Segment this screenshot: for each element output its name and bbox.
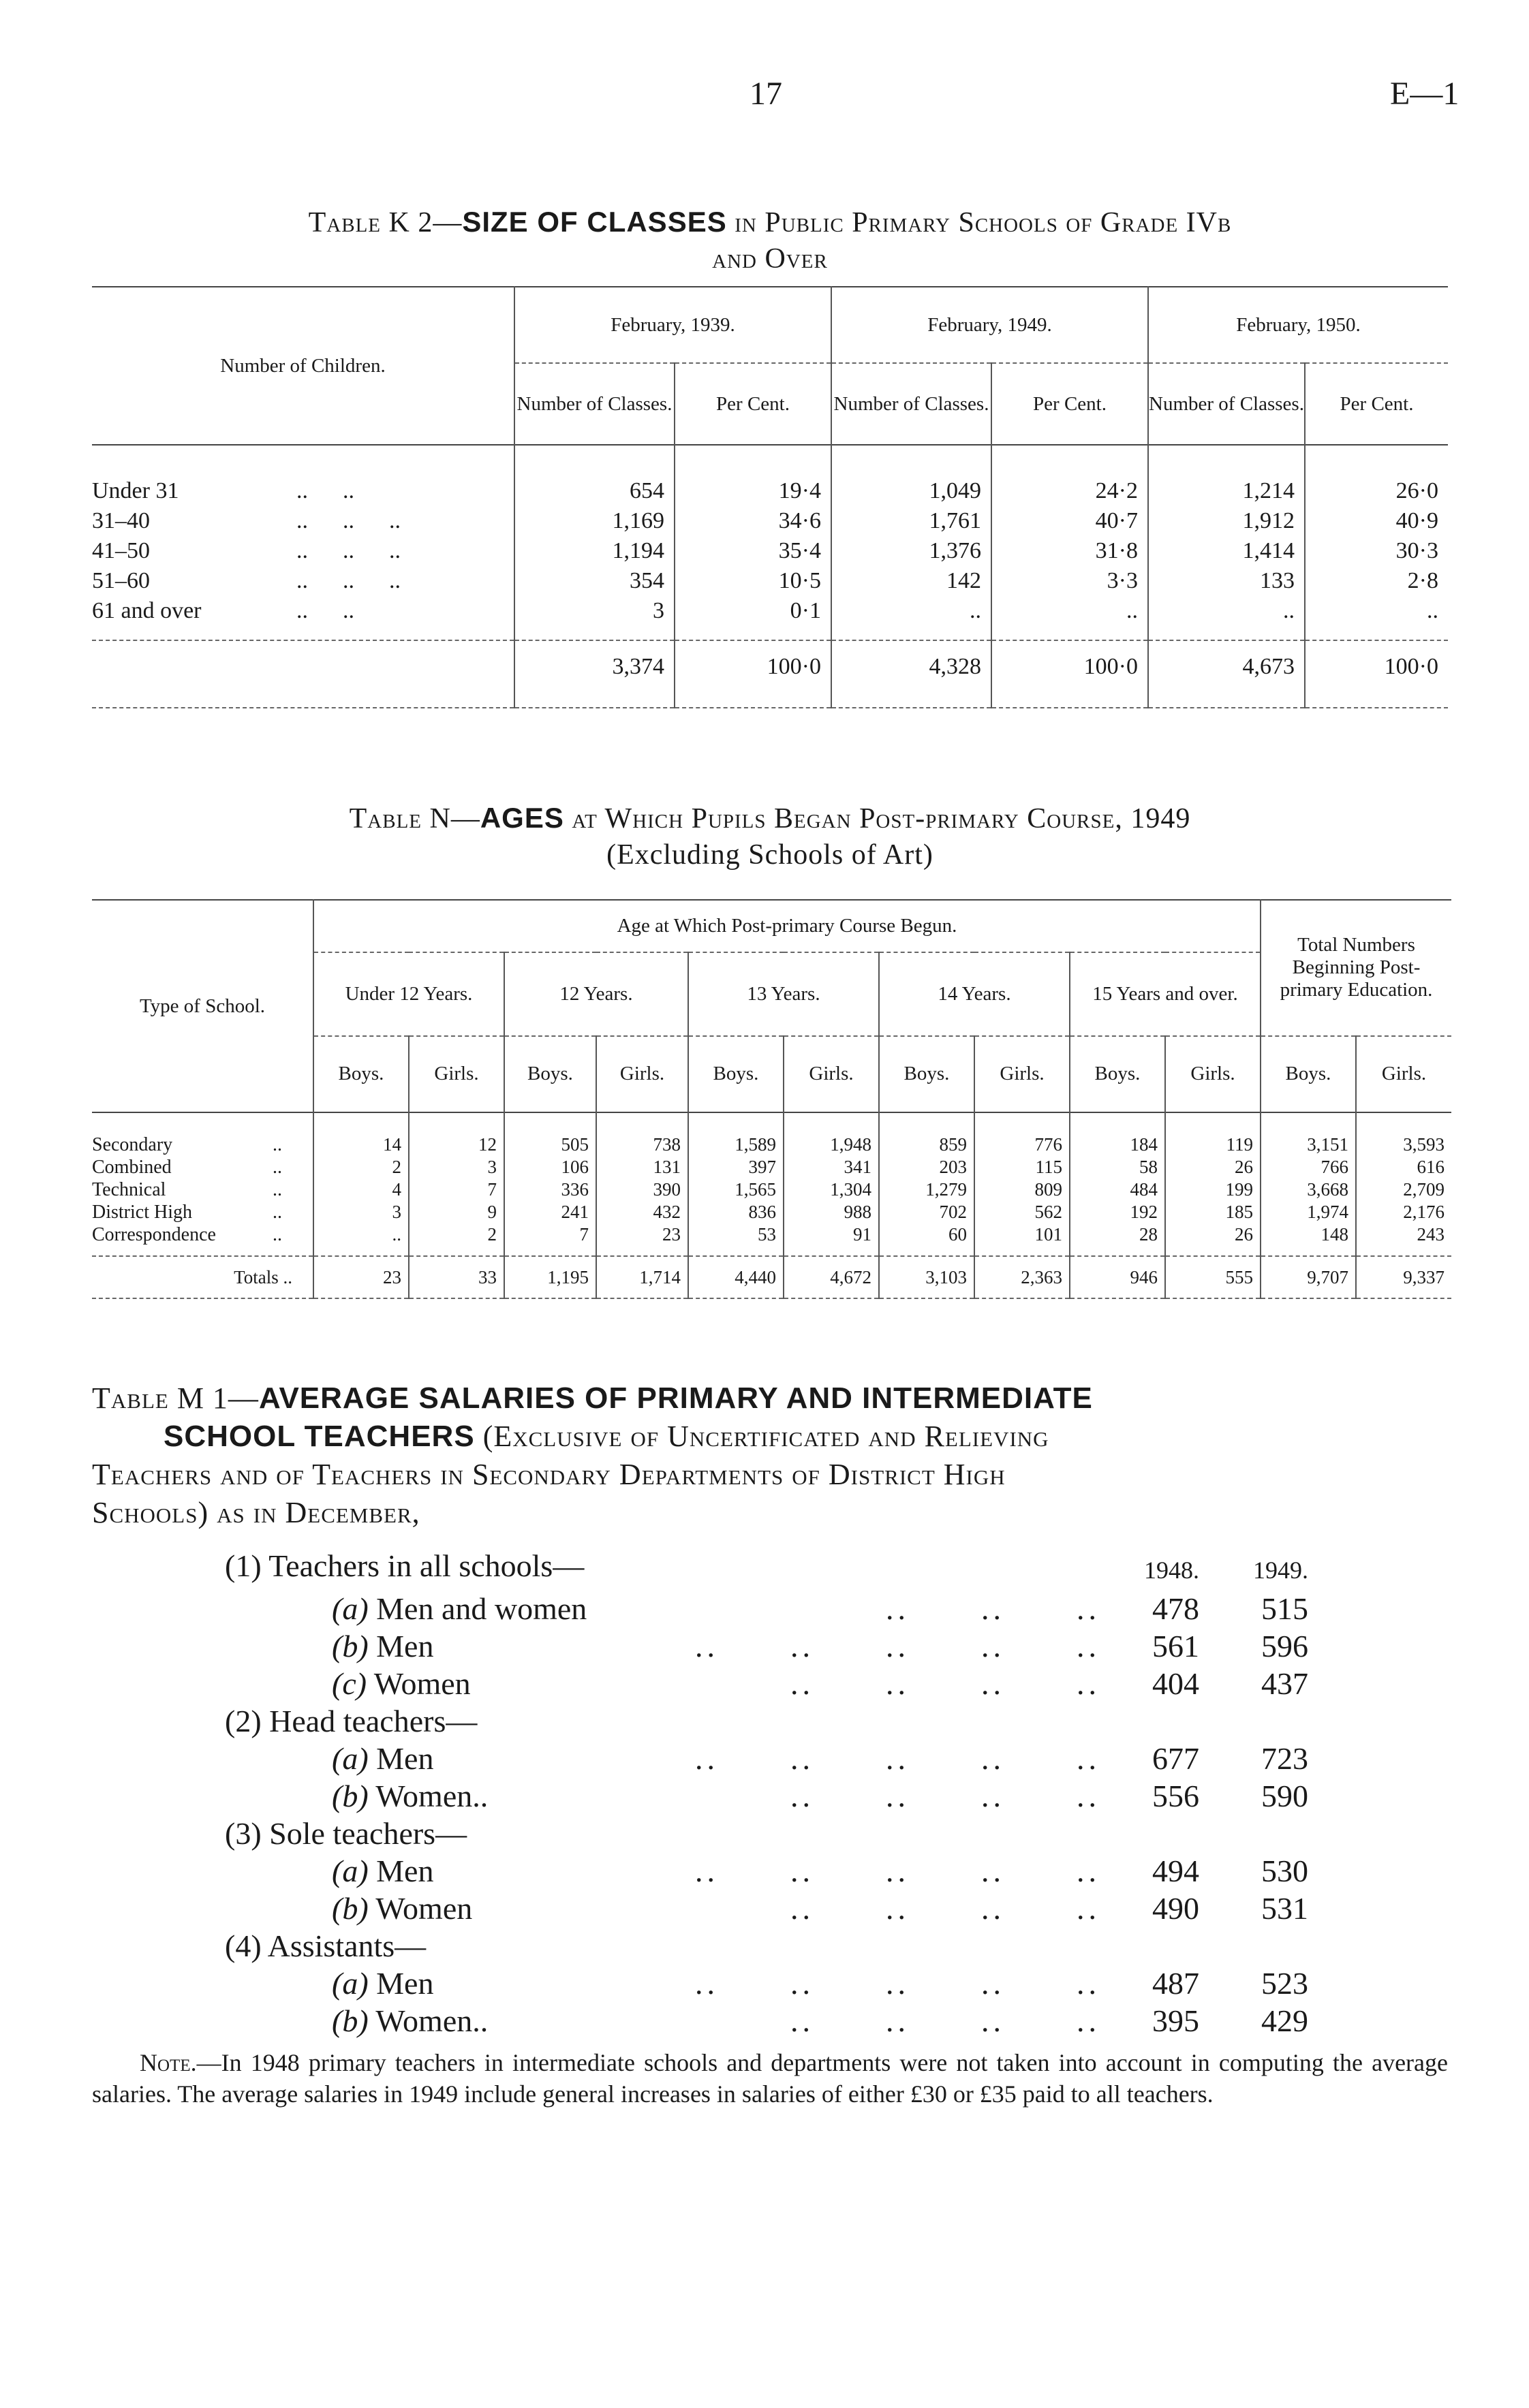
n-cell: 390 — [596, 1178, 688, 1201]
table-m1-title-bold1: AVERAGE SALARIES OF PRIMARY AND INTERMEDIATE — [258, 1381, 1093, 1415]
salary-item-text: Men — [368, 1854, 434, 1888]
n-row-label — [92, 1178, 313, 1201]
n-cell: 2,176 — [1356, 1201, 1451, 1223]
table-n-title-line2: (Excluding Schools of Art) — [606, 839, 933, 871]
salary-1948: 478 — [1152, 1591, 1199, 1626]
k2-cell: .. — [831, 596, 991, 626]
k2-total: 100·0 — [1305, 640, 1448, 692]
n-girls-header: Girls. — [1356, 1036, 1451, 1112]
n-cell: 1,565 — [688, 1178, 784, 1201]
k2-cell: 3·3 — [991, 566, 1148, 596]
salary-1948: 677 — [1152, 1741, 1199, 1776]
leader-dots: .. .. .. .. — [790, 1666, 1100, 1701]
n-cell: 106 — [504, 1156, 596, 1178]
k2-cell: 31·8 — [991, 536, 1148, 566]
salary-item-row — [0, 1853, 1529, 1891]
k2-cell: 40·9 — [1305, 506, 1448, 536]
n-cell: 23 — [596, 1223, 688, 1246]
n-row-label-text: District High — [92, 1201, 192, 1223]
k2-total: 4,673 — [1148, 640, 1305, 692]
table-row — [92, 1223, 1451, 1246]
k2-sub-num: Number of Classes. — [514, 363, 675, 445]
n-total-cell: 1,714 — [596, 1256, 688, 1298]
table-n-title-rest: at Which Pupils Began Post-primary Course, 1949 — [563, 803, 1191, 834]
n-cell: 738 — [596, 1133, 688, 1156]
k2-cell: 142 — [831, 566, 991, 596]
n-cell: 91 — [784, 1223, 879, 1246]
n-cell: 988 — [784, 1201, 879, 1223]
n-girls-header: Girls. — [1165, 1036, 1261, 1112]
n-cell: 53 — [688, 1223, 784, 1246]
k2-cell: 2·8 — [1305, 566, 1448, 596]
salary-item-letter: (c) — [332, 1666, 367, 1701]
k2-period-1939: February, 1939. — [514, 287, 831, 363]
salary-1948: 556 — [1152, 1779, 1199, 1813]
leader-dots: .. .. — [296, 598, 354, 623]
table-n-title — [92, 800, 1448, 873]
n-total-cell: 23 — [313, 1256, 409, 1298]
salary-1949: 429 — [1261, 2003, 1308, 2038]
k2-row-label — [92, 596, 514, 626]
leader-dots: .. .. .. .. — [790, 1891, 1100, 1926]
k2-cell: 0·1 — [675, 596, 831, 626]
k2-cell: 34·6 — [675, 506, 831, 536]
salary-1949: 437 — [1261, 1666, 1308, 1701]
k2-cell: .. — [1305, 596, 1448, 626]
n-cell: 7 — [504, 1223, 596, 1246]
n-cell: 184 — [1070, 1133, 1165, 1156]
salary-item-text: Women.. — [368, 2003, 489, 2038]
n-cell: 1,589 — [688, 1133, 784, 1156]
n-cell: 1,304 — [784, 1178, 879, 1201]
n-cell: 241 — [504, 1201, 596, 1223]
n-total-cell: 2,363 — [974, 1256, 1070, 1298]
n-row-header: Type of School. — [139, 995, 266, 1017]
salary-item-row — [0, 1890, 1529, 1928]
n-cell: 1,279 — [879, 1178, 974, 1201]
salary-item-letter: (b) — [332, 1629, 369, 1663]
k2-total: 100·0 — [991, 640, 1148, 692]
leader-dots: .. .. .. .. .. — [695, 1629, 1100, 1663]
salary-1948: 490 — [1152, 1891, 1199, 1926]
table-k2-title-prefix: Table K 2— — [308, 207, 463, 238]
n-cell: 859 — [879, 1133, 974, 1156]
salary-item-row — [0, 1666, 1529, 1704]
table-n-title-bold: AGES — [480, 802, 564, 834]
salary-1948: 561 — [1152, 1629, 1199, 1663]
leader-dots: .. .. .. .. .. — [695, 1741, 1100, 1776]
n-boys-header: Boys. — [1070, 1036, 1165, 1112]
leader-dots: .. .. .. .. .. — [695, 1966, 1100, 2001]
table-n — [92, 899, 1451, 1299]
n-cell: 4 — [313, 1178, 409, 1201]
n-cell: 836 — [688, 1201, 784, 1223]
n-total-cell: 3,103 — [879, 1256, 974, 1298]
n-row-label — [92, 1156, 313, 1178]
n-boys-header: Boys. — [688, 1036, 784, 1112]
n-cell: 28 — [1070, 1223, 1165, 1246]
k2-cell: 30·3 — [1305, 536, 1448, 566]
n-cell: 192 — [1070, 1201, 1165, 1223]
k2-row-label-text: Under 31 — [92, 478, 179, 503]
leader-dots: .. .. .. — [296, 508, 401, 533]
salary-group-heading: (4) Assistants— — [225, 1928, 427, 1963]
k2-cell: 1,414 — [1148, 536, 1305, 566]
n-cell: .. — [313, 1223, 409, 1246]
salary-item-label — [332, 1740, 433, 1777]
n-cell: 341 — [784, 1156, 879, 1178]
year-1949: 1949. — [1253, 1557, 1308, 1584]
table-row — [92, 476, 1448, 506]
table-m1-title-line3: Teachers and of Teachers in Secondary Departments of District High — [92, 1458, 1006, 1491]
k2-row-label-text: 61 and over — [92, 598, 202, 623]
leader-dots: .. .. — [296, 478, 354, 503]
n-cell: 2,709 — [1356, 1178, 1451, 1201]
k2-sub-num: Number of Classes. — [1148, 363, 1305, 445]
table-row — [92, 596, 1448, 626]
n-boys-header: Boys. — [313, 1036, 409, 1112]
n-age-header: 13 Years. — [688, 952, 879, 1035]
leader-dots: .. .. .. — [886, 1591, 1100, 1626]
salary-item-letter: (a) — [332, 1591, 369, 1626]
k2-cell: 26·0 — [1305, 476, 1448, 506]
salary-1948: 395 — [1152, 2003, 1199, 2038]
n-cell: 60 — [879, 1223, 974, 1246]
k2-sub-pct: Per Cent. — [1305, 363, 1448, 445]
k2-row-label-text: 51–60 — [92, 568, 150, 593]
k2-cell: 1,049 — [831, 476, 991, 506]
n-age-header: 14 Years. — [879, 952, 1070, 1035]
salary-1948: 494 — [1152, 1854, 1199, 1888]
salary-item-label — [332, 1853, 433, 1889]
k2-cell: 24·2 — [991, 476, 1148, 506]
salary-group-row — [0, 1815, 1529, 1854]
salary-1948: 487 — [1152, 1966, 1199, 2001]
n-total-header: Total Numbers Beginning Post-primary Education. — [1261, 900, 1451, 1036]
n-age-header: Under 12 Years. — [313, 952, 504, 1035]
k2-sub-pct: Per Cent. — [991, 363, 1148, 445]
leader-dots: .. — [273, 1178, 282, 1200]
salary-item-text: Women — [367, 1666, 471, 1701]
k2-sub-pct: Per Cent. — [675, 363, 831, 445]
note-text: —In 1948 primary teachers in intermediate schools and departments were not taken into account in computing the average salaries. The average salaries in 1949 include general increases in salaries of either £30 or £35 paid to all teachers. — [92, 2049, 1448, 2108]
leader-dots: .. .. .. .. — [790, 2003, 1100, 2038]
k2-cell: 1,376 — [831, 536, 991, 566]
n-row-label-text: Technical — [92, 1178, 166, 1200]
k2-period-1950: February, 1950. — [1148, 287, 1448, 363]
table-k2-title — [92, 204, 1448, 277]
n-girls-header: Girls. — [596, 1036, 688, 1112]
salary-item-row — [0, 2003, 1529, 2041]
k2-cell: 1,761 — [831, 506, 991, 536]
table-k2-title-rest: in Public Primary Schools of Grade IVb — [726, 207, 1232, 238]
k2-period-1949: February, 1949. — [831, 287, 1148, 363]
salary-item-text: Men and women — [368, 1591, 587, 1626]
n-cell: 9 — [409, 1201, 504, 1223]
salary-item-row — [0, 1628, 1529, 1666]
table-row — [92, 536, 1448, 566]
n-cell: 203 — [879, 1156, 974, 1178]
n-cell: 26 — [1165, 1156, 1261, 1178]
salary-group-row — [0, 1928, 1529, 1966]
n-total-cell: 33 — [409, 1256, 504, 1298]
salary-item-text: Men — [368, 1966, 434, 2001]
k2-cell: 35·4 — [675, 536, 831, 566]
n-total-cell: 4,440 — [688, 1256, 784, 1298]
k2-cell: 3 — [514, 596, 675, 626]
salary-1949: 723 — [1261, 1741, 1308, 1776]
n-total-cell: 9,337 — [1356, 1256, 1451, 1298]
salary-item-text: Men — [368, 1629, 434, 1663]
k2-cell: 1,214 — [1148, 476, 1305, 506]
leader-dots: .. — [273, 1156, 282, 1178]
n-row-label — [92, 1223, 313, 1246]
n-cell: 809 — [974, 1178, 1070, 1201]
k2-total: 4,328 — [831, 640, 991, 692]
salary-item-text: Men — [368, 1741, 434, 1776]
k2-total: 3,374 — [514, 640, 675, 692]
table-m1-title-line4: Schools) as in December, — [92, 1496, 420, 1529]
n-cell: 397 — [688, 1156, 784, 1178]
n-cell: 3,593 — [1356, 1133, 1451, 1156]
leader-dots: .. .. .. — [296, 538, 401, 563]
salary-item-letter: (a) — [332, 1854, 369, 1888]
n-cell: 336 — [504, 1178, 596, 1201]
n-cell: 243 — [1356, 1223, 1451, 1246]
salary-group-heading: (2) Head teachers— — [225, 1704, 478, 1738]
salary-item-letter: (b) — [332, 1779, 369, 1813]
salary-item-row — [0, 1591, 1529, 1629]
k2-cell: 19·4 — [675, 476, 831, 506]
n-cell: 185 — [1165, 1201, 1261, 1223]
table-m1-title — [92, 1379, 1448, 1532]
salary-item-letter: (b) — [332, 1891, 369, 1926]
page-number: 17 — [750, 76, 782, 112]
k2-sub-num: Number of Classes. — [831, 363, 991, 445]
leader-dots: .. — [273, 1133, 282, 1155]
n-age-header: 12 Years. — [504, 952, 688, 1035]
k2-row-label — [92, 536, 514, 566]
salary-item-letter: (b) — [332, 2003, 369, 2038]
k2-cell: 654 — [514, 476, 675, 506]
n-total-cell: 555 — [1165, 1256, 1261, 1298]
n-cell: 101 — [974, 1223, 1070, 1246]
n-age-header: 15 Years and over. — [1070, 952, 1261, 1035]
salary-item-row — [0, 1778, 1529, 1816]
k2-cell: 1,912 — [1148, 506, 1305, 536]
n-cell: 119 — [1165, 1133, 1261, 1156]
salary-item-letter: (a) — [332, 1966, 369, 2001]
k2-cell: .. — [1148, 596, 1305, 626]
n-cell: 432 — [596, 1201, 688, 1223]
n-cell: 3 — [409, 1156, 504, 1178]
n-cell: 2 — [409, 1223, 504, 1246]
n-row-label — [92, 1201, 313, 1223]
table-n-title-prefix: Table N— — [349, 803, 480, 834]
salary-1949: 531 — [1261, 1891, 1308, 1926]
n-girls-header: Girls. — [409, 1036, 504, 1112]
page-code: E—1 — [1390, 76, 1460, 112]
table-row — [92, 1178, 1451, 1201]
n-cell: 616 — [1356, 1156, 1451, 1178]
salary-1949: 530 — [1261, 1854, 1308, 1888]
k2-row-header: Number of Children. — [220, 354, 386, 377]
k2-row-label-text: 31–40 — [92, 508, 150, 533]
salary-1948: 404 — [1152, 1666, 1199, 1701]
table-row — [92, 566, 1448, 596]
table-k2 — [92, 286, 1448, 708]
salary-item-text: Women.. — [368, 1779, 489, 1813]
n-cell: 1,974 — [1261, 1201, 1356, 1223]
n-row-label — [92, 1133, 313, 1156]
n-row-label-text: Correspondence — [92, 1223, 216, 1245]
salary-item-row — [0, 1740, 1529, 1779]
table-row — [92, 1133, 1451, 1156]
n-cell: 58 — [1070, 1156, 1165, 1178]
table-k2-title-line2: and Over — [712, 243, 828, 275]
n-cell: 484 — [1070, 1178, 1165, 1201]
salary-1949: 515 — [1261, 1591, 1308, 1626]
k2-row-label — [92, 566, 514, 596]
n-row-label-text: Combined — [92, 1156, 172, 1178]
note-label: Note. — [140, 2049, 197, 2076]
n-totals-label: Totals .. — [234, 1266, 292, 1287]
n-cell: 148 — [1261, 1223, 1356, 1246]
n-total-cell: 1,195 — [504, 1256, 596, 1298]
salary-item-label — [332, 1890, 472, 1926]
salary-group-heading: (3) Sole teachers— — [225, 1816, 467, 1851]
n-cell: 702 — [879, 1201, 974, 1223]
salary-item-letter: (a) — [332, 1741, 369, 1776]
n-cell: 3,668 — [1261, 1178, 1356, 1201]
k2-cell: 1,169 — [514, 506, 675, 536]
note — [92, 2047, 1448, 2110]
table-row — [92, 1156, 1451, 1178]
salary-item-text: Women — [368, 1891, 473, 1926]
salary-item-label — [332, 1628, 433, 1664]
n-row-label-text: Secondary — [92, 1133, 173, 1155]
k2-row-label-text: 41–50 — [92, 538, 150, 563]
leader-dots: .. .. .. — [296, 568, 401, 593]
table-row — [92, 1201, 1451, 1223]
k2-total: 100·0 — [675, 640, 831, 692]
k2-cell: 1,194 — [514, 536, 675, 566]
n-cell: 562 — [974, 1201, 1070, 1223]
k2-row-label — [92, 506, 514, 536]
salary-item-label — [332, 1778, 488, 1814]
n-cell: 1,948 — [784, 1133, 879, 1156]
salary-item-label — [332, 1591, 587, 1627]
n-boys-header: Boys. — [1261, 1036, 1356, 1112]
year-1948: 1948. — [1144, 1557, 1199, 1584]
n-cell: 131 — [596, 1156, 688, 1178]
n-total-cell: 9,707 — [1261, 1256, 1356, 1298]
n-total-cell: 946 — [1070, 1256, 1165, 1298]
n-cell: 7 — [409, 1178, 504, 1201]
n-total-cell: 4,672 — [784, 1256, 879, 1298]
salary-group-row — [0, 1703, 1529, 1741]
n-cell: 199 — [1165, 1178, 1261, 1201]
table-k2-title-bold: SIZE OF CLASSES — [462, 206, 727, 238]
k2-row-label — [92, 476, 514, 506]
n-cell: 505 — [504, 1133, 596, 1156]
n-cell: 3,151 — [1261, 1133, 1356, 1156]
n-cell: 26 — [1165, 1223, 1261, 1246]
leader-dots: .. .. .. .. .. — [695, 1854, 1100, 1888]
n-cell: 776 — [974, 1133, 1070, 1156]
table-row — [92, 506, 1448, 536]
n-cell: 3 — [313, 1201, 409, 1223]
salary-item-label — [332, 1965, 433, 2001]
salary-item-label — [332, 1666, 471, 1702]
salary-group-heading: (1) Teachers in all schools— — [225, 1548, 585, 1583]
n-boys-header: Boys. — [504, 1036, 596, 1112]
k2-cell: .. — [991, 596, 1148, 626]
k2-cell: 40·7 — [991, 506, 1148, 536]
table-m1-title-rest2: (Exclusive of Uncertificated and Relieving — [474, 1420, 1049, 1453]
leader-dots: .. — [273, 1223, 282, 1245]
n-group-header: Age at Which Post-primary Course Begun. — [313, 900, 1261, 952]
leader-dots: .. — [273, 1201, 282, 1223]
salary-years-row — [0, 1548, 1529, 1591]
salary-item-row — [0, 1965, 1529, 2003]
n-girls-header: Girls. — [974, 1036, 1070, 1112]
n-cell: 766 — [1261, 1156, 1356, 1178]
n-cell: 115 — [974, 1156, 1070, 1178]
table-m1-title-prefix: Table M 1— — [92, 1381, 259, 1415]
k2-cell: 133 — [1148, 566, 1305, 596]
salary-item-label — [332, 2003, 488, 2039]
n-cell: 14 — [313, 1133, 409, 1156]
salary-1949: 596 — [1261, 1629, 1308, 1663]
k2-cell: 10·5 — [675, 566, 831, 596]
n-girls-header: Girls. — [784, 1036, 879, 1112]
n-boys-header: Boys. — [879, 1036, 974, 1112]
k2-cell: 354 — [514, 566, 675, 596]
leader-dots: .. .. .. .. — [790, 1779, 1100, 1813]
salary-1949: 523 — [1261, 1966, 1308, 2001]
n-cell: 2 — [313, 1156, 409, 1178]
n-cell: 12 — [409, 1133, 504, 1156]
table-m1-title-bold2: SCHOOL TEACHERS — [164, 1420, 475, 1453]
salary-1949: 590 — [1261, 1779, 1308, 1813]
